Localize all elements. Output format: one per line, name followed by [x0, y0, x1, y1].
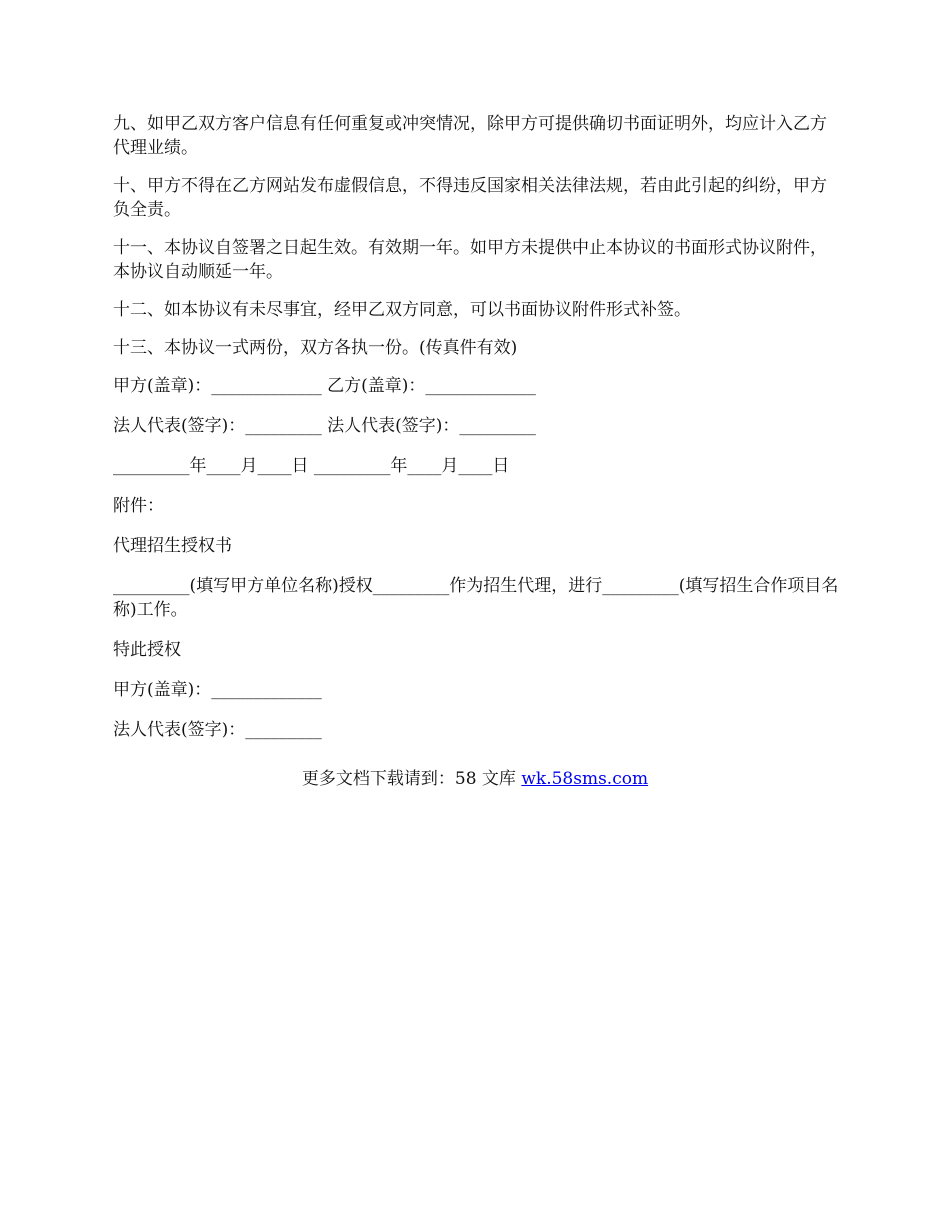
footer-text: 更多文档下载请到：58 文库 [301, 769, 522, 789]
authorization-text: _________(填写甲方单位名称)授权_________作为招生代理，进行_________(填写招生合作项目名称)工作。 [113, 576, 839, 620]
legal-rep-signature-line: 法人代表(签字)：_________ 法人代表(签字)：_________ [113, 416, 536, 436]
footer-link[interactable]: wk.58sms.com [521, 769, 649, 789]
clause-11: 十一、本协议自签署之日起生效。有效期一年。如甲方未提供中止本协议的书面形式协议附件，本协议自动顺延一年。 [113, 238, 827, 282]
authorization-party-seal: 甲方(盖章)：_____________ [113, 680, 322, 700]
authorization-legal-rep: 法人代表(签字)：_________ [113, 720, 322, 740]
authorization-closing: 特此授权 [113, 640, 181, 660]
clause-9: 九、如甲乙双方客户信息有任何重复或冲突情况，除甲方可提供确切书面证明外，均应计入乙方代理业绩。 [113, 114, 827, 158]
clause-10: 十、甲方不得在乙方网站发布虚假信息，不得违反国家相关法律法规，若由此引起的纠纷，甲方负全责。 [113, 176, 827, 220]
clause-13: 十三、本协议一式两份，双方各执一份。(传真件有效) [113, 338, 518, 358]
document-body [113, 112, 843, 758]
download-footer [0, 767, 950, 791]
date-line: _________年____月____日 _________年____月____日 [113, 456, 510, 476]
clause-12: 十二、如本协议有未尽事宜，经甲乙双方同意，可以书面协议附件形式补签。 [113, 300, 691, 320]
authorization-title: 代理招生授权书 [113, 536, 232, 556]
attachment-label: 附件： [113, 496, 164, 516]
party-seal-line: 甲方(盖章)：_____________ 乙方(盖章)：_____________ [113, 376, 536, 396]
